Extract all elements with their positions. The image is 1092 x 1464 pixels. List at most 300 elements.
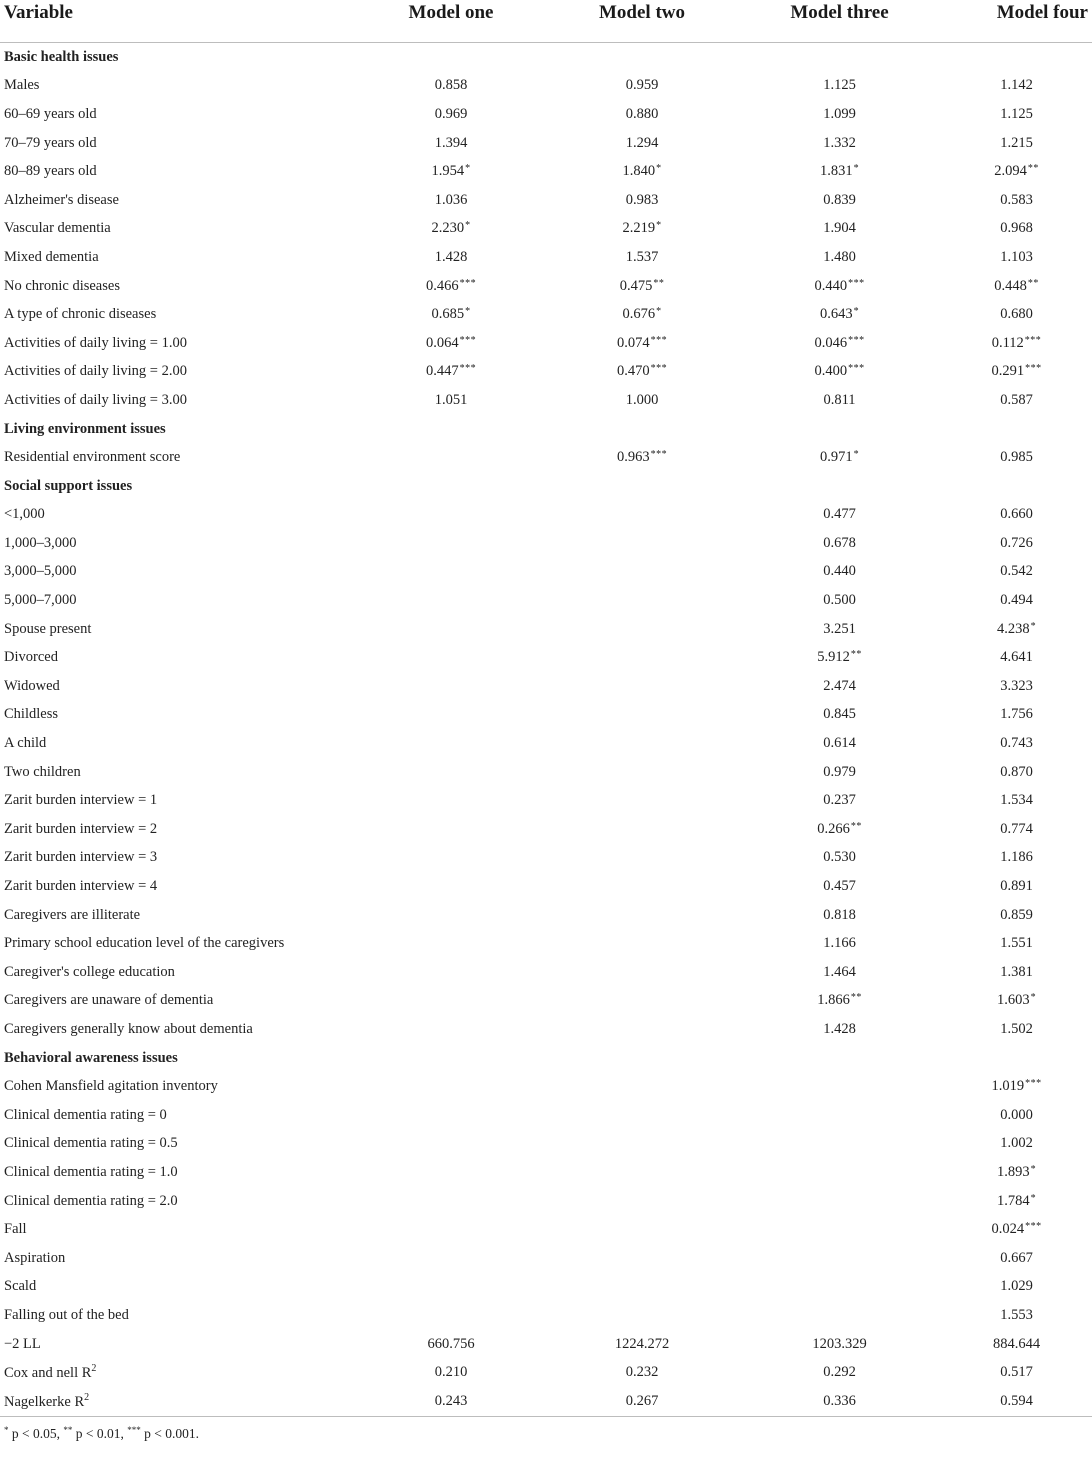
table-row — [0, 157, 1092, 186]
value-cell — [356, 1015, 546, 1044]
cell-value: 1.428 — [823, 1020, 856, 1037]
value-cell — [356, 901, 546, 930]
value-cell — [546, 987, 738, 1016]
variable-label: Zarit burden interview = 4 — [4, 878, 158, 895]
value-cell — [738, 1072, 941, 1101]
value-cell — [941, 443, 1092, 472]
value-cell — [738, 157, 941, 186]
variable-cell — [0, 729, 356, 758]
value-cell — [546, 1215, 738, 1244]
variable-cell — [0, 701, 356, 730]
value-cell — [941, 215, 1092, 244]
variable-label: Residential environment score — [4, 449, 181, 466]
variable-cell — [0, 243, 356, 272]
value-cell — [738, 386, 941, 415]
value-cell — [738, 300, 941, 329]
cell-value: 0.024 — [991, 1221, 1025, 1238]
variable-cell — [0, 1358, 356, 1387]
variable-label: Caregivers are unaware of dementia — [4, 992, 214, 1009]
cell-value: 0.447 — [425, 363, 459, 380]
value-cell — [941, 329, 1092, 358]
cell-value: 0.457 — [823, 878, 856, 895]
value-cell — [738, 243, 941, 272]
value-cell — [356, 157, 546, 186]
value-cell — [546, 729, 738, 758]
value-cell — [738, 1387, 941, 1416]
value-cell — [546, 386, 738, 415]
table-row — [0, 1187, 1092, 1216]
variable-label: Activities of daily living = 2.00 — [4, 363, 187, 380]
value-cell — [356, 701, 546, 730]
variable-label: Caregiver's college education — [4, 963, 175, 980]
value-cell — [356, 758, 546, 787]
header-variable: Variable — [0, 0, 356, 43]
cell-value: 1.125 — [823, 77, 856, 94]
variable-cell — [0, 358, 356, 387]
variable-cell — [0, 329, 356, 358]
table-row — [0, 1130, 1092, 1159]
value-cell — [356, 929, 546, 958]
value-cell — [941, 1130, 1092, 1159]
table-row — [0, 129, 1092, 158]
cell-value: 0.448 — [994, 277, 1027, 294]
table-row — [0, 72, 1092, 101]
cell-value: 0.440 — [823, 563, 856, 580]
cell-value: 1.029 — [1000, 1278, 1033, 1295]
value-cell — [546, 558, 738, 587]
table-row — [0, 815, 1092, 844]
value-cell — [546, 815, 738, 844]
cell-value: 0.470 — [616, 363, 650, 380]
significance-mark: * — [1030, 992, 1037, 1004]
variable-cell — [0, 300, 356, 329]
table-row — [0, 1015, 1092, 1044]
cell-value: 1.784 — [996, 1192, 1030, 1209]
cell-value: 0.064 — [425, 334, 459, 351]
variable-label: Two children — [4, 763, 81, 780]
table-row — [0, 358, 1092, 387]
variable-label: Vascular dementia — [4, 220, 111, 237]
cell-value: 4.238 — [996, 620, 1030, 637]
value-cell — [738, 1358, 941, 1387]
value-cell — [356, 844, 546, 873]
value-cell — [738, 872, 941, 901]
value-cell — [546, 1330, 738, 1359]
variable-cell — [0, 186, 356, 215]
variable-label: 60–69 years old — [4, 105, 97, 122]
variable-label: 70–79 years old — [4, 134, 97, 151]
table-row — [0, 1330, 1092, 1359]
cell-value: 0.774 — [1000, 820, 1033, 837]
cell-value: 1.893 — [996, 1163, 1030, 1180]
cell-value: 0.963 — [616, 449, 650, 466]
value-cell — [356, 358, 546, 387]
value-cell — [941, 529, 1092, 558]
value-cell — [941, 72, 1092, 101]
value-cell — [546, 300, 738, 329]
cell-value: 2.094 — [994, 163, 1027, 180]
variable-label: No chronic diseases — [4, 277, 120, 294]
value-cell — [738, 358, 941, 387]
value-cell — [356, 1158, 546, 1187]
variable-cell — [0, 844, 356, 873]
value-cell — [356, 987, 546, 1016]
table-row — [0, 243, 1092, 272]
value-cell — [941, 1273, 1092, 1302]
value-cell — [546, 1273, 738, 1302]
superscript: 2 — [84, 1391, 90, 1403]
variable-label: Clinical dementia rating = 0 — [4, 1106, 167, 1123]
cell-value: 1.840 — [622, 163, 656, 180]
cell-value: 0.643 — [819, 306, 853, 323]
cell-value: 1.019 — [991, 1078, 1025, 1095]
cell-value: 0.726 — [1000, 534, 1033, 551]
variable-cell — [0, 1072, 356, 1101]
table-row — [0, 672, 1092, 701]
value-cell — [356, 443, 546, 472]
significance-mark: *** — [650, 334, 668, 346]
variable-cell — [0, 1015, 356, 1044]
table-row — [0, 1072, 1092, 1101]
cell-value: 1.036 — [434, 191, 468, 208]
significance-mark: * — [656, 220, 662, 232]
value-cell — [356, 958, 546, 987]
value-cell — [941, 129, 1092, 158]
value-cell — [738, 1301, 941, 1330]
variable-cell — [0, 72, 356, 101]
significance-mark: *** — [650, 363, 668, 375]
significance-footnote — [0, 1425, 1092, 1442]
variable-label: 3,000–5,000 — [4, 563, 77, 580]
variable-cell — [0, 987, 356, 1016]
value-cell — [356, 1244, 546, 1273]
value-cell — [546, 1072, 738, 1101]
variable-label: Caregivers generally know about dementia — [4, 1020, 253, 1037]
value-cell — [941, 1387, 1092, 1416]
variable-label: Cox and nell R — [4, 1365, 92, 1382]
value-cell — [546, 701, 738, 730]
value-cell — [356, 1301, 546, 1330]
cell-value: 5.912 — [817, 649, 850, 666]
variable-cell — [0, 1273, 356, 1302]
cell-value: 1.954 — [431, 163, 465, 180]
value-cell — [546, 243, 738, 272]
cell-value: 0.818 — [823, 906, 856, 923]
value-cell — [941, 643, 1092, 672]
value-cell — [356, 586, 546, 615]
table-row — [0, 872, 1092, 901]
variable-cell — [0, 558, 356, 587]
variable-label: A child — [4, 735, 47, 752]
value-cell — [546, 586, 738, 615]
significance-mark: *** — [848, 363, 865, 375]
variable-cell — [0, 215, 356, 244]
variable-cell — [0, 958, 356, 987]
cell-value: 0.074 — [616, 334, 650, 351]
cell-value: 0.880 — [625, 105, 659, 122]
value-cell — [546, 501, 738, 530]
cell-value: 3.323 — [1000, 677, 1033, 694]
cell-value: 1.051 — [434, 391, 468, 408]
variable-label: Clinical dementia rating = 0.5 — [4, 1135, 178, 1152]
value-cell — [356, 729, 546, 758]
cell-value: 0.743 — [1000, 735, 1033, 752]
value-cell — [546, 1244, 738, 1273]
cell-value: 0.530 — [823, 849, 856, 866]
value-cell — [546, 129, 738, 158]
variable-label: Aspiration — [4, 1249, 66, 1266]
value-cell — [546, 844, 738, 873]
value-cell — [546, 443, 738, 472]
cell-value: 2.219 — [622, 220, 656, 237]
value-cell — [941, 1215, 1092, 1244]
variable-cell — [0, 1387, 356, 1416]
cell-value: 0.969 — [434, 105, 468, 122]
value-cell — [738, 100, 941, 129]
cell-value: 0.594 — [1000, 1392, 1033, 1409]
section-row — [0, 415, 1092, 444]
table-row — [0, 1101, 1092, 1130]
value-cell — [546, 1187, 738, 1216]
cell-value: 0.859 — [1000, 906, 1033, 923]
table-row — [0, 386, 1092, 415]
table-row — [0, 443, 1092, 472]
significance-mark: ** — [653, 277, 665, 289]
cell-value: 0.959 — [625, 77, 659, 94]
cell-value: 0.985 — [1000, 449, 1033, 466]
value-cell — [941, 1330, 1092, 1359]
variable-cell — [0, 272, 356, 301]
cell-value: 1.428 — [434, 248, 468, 265]
cell-value: 0.400 — [814, 363, 848, 380]
value-cell — [941, 929, 1092, 958]
cell-value: 1.000 — [625, 391, 659, 408]
value-cell — [941, 786, 1092, 815]
value-cell — [738, 929, 941, 958]
value-cell — [738, 1101, 941, 1130]
value-cell — [546, 1301, 738, 1330]
value-cell — [356, 558, 546, 587]
table-row — [0, 1158, 1092, 1187]
significance-mark: * — [853, 449, 860, 461]
value-cell — [941, 987, 1092, 1016]
value-cell — [941, 186, 1092, 215]
significance-mark: * — [465, 220, 471, 232]
value-cell — [546, 272, 738, 301]
cell-value: 0.685 — [431, 306, 465, 323]
cell-value: 1.866 — [817, 992, 850, 1009]
header-model-two: Model two — [546, 0, 738, 43]
value-cell — [356, 215, 546, 244]
variable-label: −2 LL — [4, 1335, 41, 1352]
significance-mark: *** — [650, 449, 668, 461]
cell-value: 1.099 — [823, 105, 856, 122]
table-row — [0, 643, 1092, 672]
value-cell — [941, 729, 1092, 758]
variable-cell — [0, 672, 356, 701]
variable-cell — [0, 901, 356, 930]
value-cell — [356, 643, 546, 672]
cell-value: 0.542 — [1000, 563, 1033, 580]
value-cell — [356, 129, 546, 158]
value-cell — [356, 1215, 546, 1244]
value-cell — [941, 300, 1092, 329]
footnote-mark-3: *** — [127, 1424, 141, 1435]
cell-value: 1.002 — [1000, 1135, 1033, 1152]
cell-value: 0.210 — [434, 1364, 468, 1381]
cell-value: 1.381 — [1000, 963, 1033, 980]
significance-mark: *** — [459, 334, 477, 346]
variable-cell — [0, 129, 356, 158]
table-body — [0, 43, 1092, 1417]
variable-cell — [0, 929, 356, 958]
significance-mark: ** — [1027, 163, 1039, 175]
cell-value: 0.517 — [1000, 1364, 1033, 1381]
cell-value: 1.502 — [1000, 1020, 1033, 1037]
cell-value: 1.166 — [823, 935, 856, 952]
variable-label: Spouse present — [4, 620, 92, 637]
value-cell — [546, 615, 738, 644]
value-cell — [941, 1158, 1092, 1187]
value-cell — [356, 72, 546, 101]
header-model-three: Model three — [738, 0, 941, 43]
cell-value: 0.660 — [1000, 506, 1033, 523]
value-cell — [941, 157, 1092, 186]
value-cell — [356, 872, 546, 901]
value-cell — [738, 558, 941, 587]
value-cell — [356, 1187, 546, 1216]
footnote-mark-2: ** — [63, 1424, 73, 1435]
significance-mark: ** — [1027, 277, 1039, 289]
variable-label: Alzheimer's disease — [4, 191, 119, 208]
cell-value: 0.000 — [1000, 1106, 1033, 1123]
cell-value: 1.394 — [434, 134, 468, 151]
value-cell — [356, 1330, 546, 1359]
cell-value: 1.103 — [1000, 248, 1033, 265]
value-cell — [546, 1387, 738, 1416]
footnote-text-2: p < 0.01, — [72, 1425, 128, 1441]
table-row — [0, 987, 1092, 1016]
value-cell — [356, 100, 546, 129]
value-cell — [356, 1101, 546, 1130]
value-cell — [546, 1101, 738, 1130]
value-cell — [738, 215, 941, 244]
variable-label: Activities of daily living = 3.00 — [4, 391, 187, 408]
cell-value: 1.553 — [1000, 1306, 1033, 1323]
value-cell — [546, 958, 738, 987]
table-row — [0, 844, 1092, 873]
value-cell — [738, 1130, 941, 1159]
cell-value: 884.644 — [992, 1335, 1041, 1352]
variable-label: <1,000 — [4, 506, 45, 523]
variable-label: Zarit burden interview = 3 — [4, 849, 158, 866]
significance-mark: ** — [850, 649, 862, 661]
value-cell — [546, 929, 738, 958]
value-cell — [738, 901, 941, 930]
value-cell — [738, 729, 941, 758]
cell-value: 1.480 — [823, 248, 856, 265]
value-cell — [941, 958, 1092, 987]
value-cell — [546, 1130, 738, 1159]
cell-value: 0.440 — [814, 277, 848, 294]
significance-mark: *** — [848, 277, 865, 289]
superscript: 2 — [91, 1363, 97, 1375]
cell-value: 0.968 — [1000, 220, 1033, 237]
variable-cell — [0, 1301, 356, 1330]
value-cell — [738, 643, 941, 672]
value-cell — [941, 1301, 1092, 1330]
significance-mark: ** — [850, 992, 862, 1004]
value-cell — [738, 1330, 941, 1359]
value-cell — [738, 1158, 941, 1187]
cell-value: 0.587 — [1000, 391, 1033, 408]
variable-label: Zarit burden interview = 2 — [4, 820, 158, 837]
value-cell — [941, 701, 1092, 730]
table-row — [0, 958, 1092, 987]
cell-value: 0.266 — [817, 820, 850, 837]
value-cell — [546, 1015, 738, 1044]
table-row — [0, 329, 1092, 358]
value-cell — [356, 501, 546, 530]
variable-label: 80–89 years old — [4, 163, 97, 180]
value-cell — [738, 701, 941, 730]
table-row — [0, 1273, 1092, 1302]
variable-cell — [0, 786, 356, 815]
variable-cell — [0, 501, 356, 530]
variable-label: Mixed dementia — [4, 248, 99, 265]
value-cell — [941, 815, 1092, 844]
value-cell — [356, 1273, 546, 1302]
variable-cell — [0, 1187, 356, 1216]
cell-value: 1.332 — [823, 134, 856, 151]
variable-cell — [0, 615, 356, 644]
value-cell — [738, 672, 941, 701]
table-row — [0, 1358, 1092, 1387]
significance-mark: * — [1030, 620, 1037, 632]
cell-value: 0.237 — [823, 792, 856, 809]
cell-value: 0.477 — [823, 506, 856, 523]
value-cell — [738, 129, 941, 158]
variable-cell — [0, 157, 356, 186]
value-cell — [941, 844, 1092, 873]
value-cell — [546, 1158, 738, 1187]
footnote-text-3: p < 0.001. — [140, 1425, 199, 1441]
value-cell — [738, 501, 941, 530]
variable-label: Caregivers are illiterate — [4, 906, 141, 923]
variable-label: Cohen Mansfield agitation inventory — [4, 1078, 218, 1095]
cell-value: 2.474 — [823, 677, 856, 694]
cell-value: 0.667 — [1000, 1249, 1033, 1266]
variable-cell — [0, 1158, 356, 1187]
variable-cell — [0, 1244, 356, 1273]
table-row — [0, 758, 1092, 787]
value-cell — [941, 100, 1092, 129]
value-cell — [546, 72, 738, 101]
value-cell — [546, 529, 738, 558]
variable-label: Falling out of the bed — [4, 1306, 129, 1323]
cell-value: 1.294 — [625, 134, 659, 151]
value-cell — [941, 758, 1092, 787]
value-cell — [941, 1358, 1092, 1387]
value-cell — [941, 672, 1092, 701]
cell-value: 1.215 — [1000, 134, 1033, 151]
value-cell — [356, 672, 546, 701]
significance-mark: *** — [848, 334, 865, 346]
variable-label: Childless — [4, 706, 58, 723]
cell-value: 2.230 — [431, 220, 465, 237]
value-cell — [356, 243, 546, 272]
table-row — [0, 215, 1092, 244]
